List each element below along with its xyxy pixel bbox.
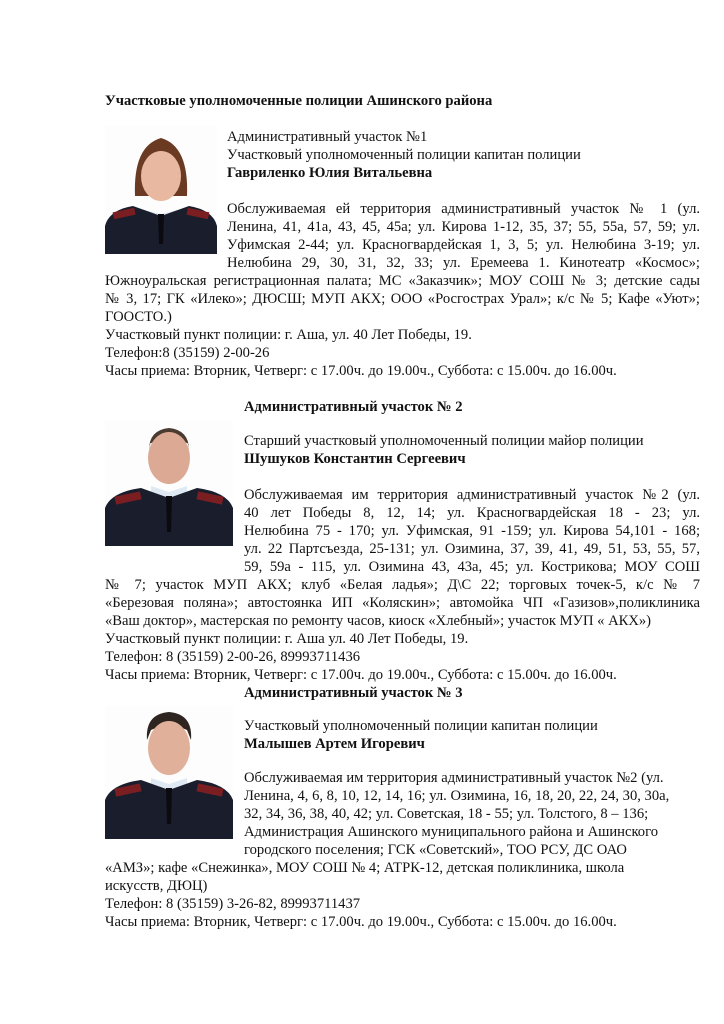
territory-line: Администрация Ашинского муниципального района и Ашинского <box>244 824 659 840</box>
phone: Телефон:8 (35159) 2-00-26 <box>105 345 270 361</box>
territory-line: Нелюбина 75 - 170; ул. Уфимская, 91 -159; ул. Кирова 54,101 - 168; <box>244 523 700 539</box>
officer-photo-male <box>105 706 233 839</box>
territory-line: городского поселения; ГСК «Советский», ТОО РСУ, ДС ОАО <box>244 842 627 858</box>
district-title: Административный участок №1 <box>227 129 428 145</box>
territory-line: Южноуральская регистрационная палата; МС «Заказчик»; МОУ СОШ № 3; детские сады <box>105 273 700 289</box>
territory-line: «Ваш доктор», мастерская по ремонту часов, киоск «Хлебный»; участок МУП « АКХ») <box>105 613 652 629</box>
portrait-icon <box>105 126 217 254</box>
officer-position: Участковый уполномоченный полиции капитан полиции <box>227 147 581 163</box>
officer-name: Малышев Артем Игоревич <box>244 736 425 752</box>
territory-line: Ленина, 41, 41а, 43, 45, 45а; ул. Кирова 1-12, 35, 37; 55, 55а, 57, 59; ул. <box>227 219 700 235</box>
portrait-icon <box>105 706 233 839</box>
territory-line: ул. 22 Партсъезда, 25-131; ул. Озимина, 37, 39, 41, 49, 51, 53, 55, 57, <box>244 541 700 557</box>
portrait-icon <box>105 420 233 546</box>
territory-line: 40 лет Победы 8, 12, 14; ул. Красногвардейская 18 - 23; ул. <box>244 505 700 521</box>
territory-line: № 3, 17; ГК «Илеко»; ДЮСШ; МУП АКХ; ООО «Росгострах Урал»; к/с № 5; Кафе «Уют»; <box>105 291 700 307</box>
territory-line: Обслуживаемая ей территория административный участок № 1 (ул. <box>227 201 700 217</box>
territory-line: 32, 34, 36, 38, 40, 42; ул. Советская, 18 - 55; ул. Толстого, 8 – 136; <box>244 806 649 822</box>
territory-line: «АМЗ»; кафе «Снежинка», МОУ СОШ № 4; АТРК-12, детская поликлиника, школа <box>105 860 625 876</box>
officer-photo-female <box>105 126 217 254</box>
office-hours: Часы приема: Вторник, Четверг: с 17.00ч. до 19.00ч., Суббота: с 15.00ч. до 16.00ч. <box>105 667 617 683</box>
officer-photo-male <box>105 420 233 546</box>
territory-line: Уфимская 2-44; ул. Красногвардейская 1, 3, 5; ул. Нелюбина 3-19; ул. <box>227 237 700 253</box>
territory-line: ГООСТО.) <box>105 309 172 325</box>
phone: Телефон: 8 (35159) 3-26-82, 89993711437 <box>105 896 361 912</box>
territory-line: 59, 59а - 115, ул. Озимина 43, 43а, 45; ул. Кострикова; МОУ СОШ <box>244 559 700 575</box>
territory-line: Ленина, 4, 6, 8, 10, 12, 14, 16; ул. Озимина, 16, 18, 20, 22, 24, 30, 30а, <box>244 788 670 804</box>
territory-line: Нелюбина 29, 30, 31, 32, 33; ул. Еремеева 1. Кинотеатр «Космос»; <box>227 255 700 271</box>
officer-name: Гавриленко Юлия Витальевна <box>227 165 433 181</box>
district-title: Административный участок № 3 <box>244 685 463 701</box>
police-office-address: Участковый пункт полиции: г. Аша ул. 40 Лет Победы, 19. <box>105 631 469 647</box>
office-hours: Часы приема: Вторник, Четверг: с 17.00ч. до 19.00ч., Суббота: с 15.00ч. до 16.00ч. <box>105 363 617 379</box>
district-title: Административный участок № 2 <box>244 399 463 415</box>
office-hours: Часы приема: Вторник, Четверг: с 17.00ч. до 19.00ч., Суббота: с 15.00ч. до 16.00ч. <box>105 914 617 930</box>
police-office-address: Участковый пункт полиции: г. Аша, ул. 40 Лет Победы, 19. <box>105 327 472 343</box>
territory-line: «Березовая поляна»; автостоянка ИП «Коляскин»; автомойка ЧП «Газизов»,поликлиника <box>105 595 700 611</box>
officer-position: Участковый уполномоченный полиции капитан полиции <box>244 718 598 734</box>
territory-line: Обслуживаемая им территория административный участок №2 (ул. <box>244 487 700 503</box>
territory-line: Обслуживаемая им территория административный участок №2 (ул. <box>244 770 664 786</box>
phone: Телефон: 8 (35159) 2-00-26, 89993711436 <box>105 649 361 665</box>
territory-line: № 7; участок МУП АКХ; клуб «Белая ладья»; Д\С 22; торговых точек-5, к/с № 7 <box>105 577 700 593</box>
page-title: Участковые уполномоченные полиции Ашинского района <box>105 93 493 109</box>
territory-line: искусств, ДЮЦ) <box>105 878 208 894</box>
officer-name: Шушуков Константин Сергеевич <box>244 451 466 467</box>
officer-position: Старший участковый уполномоченный полиции майор полиции <box>244 433 644 449</box>
